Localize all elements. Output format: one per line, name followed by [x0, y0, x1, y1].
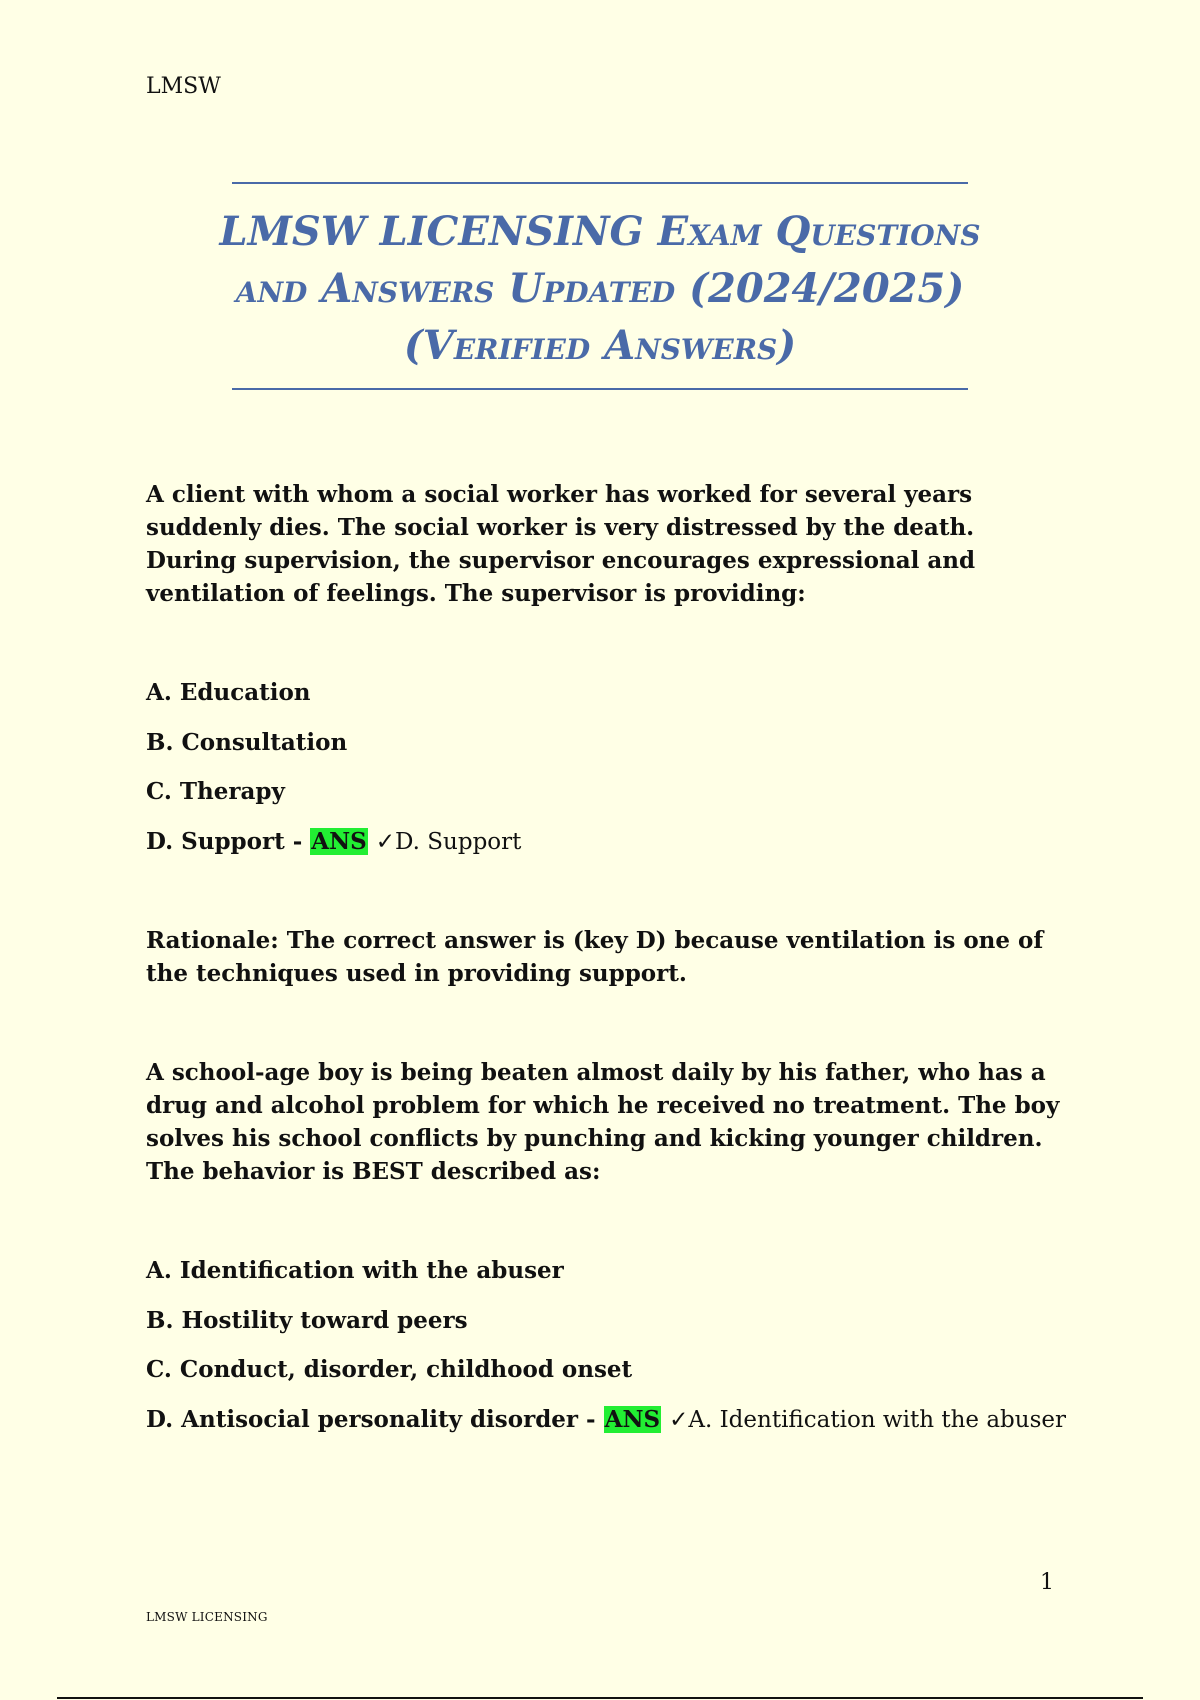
question-1-option-a: A. Education — [146, 679, 311, 706]
title-part: (2024/2025) — [689, 265, 965, 312]
question-2-text: A school-age boy is being beaten almost daily by his father, who has a drug and alcohol problem for which he received no treatment. The boy solves his school conflicts by punching and kicking younger children. The behavior is BEST described as: — [146, 1059, 1060, 1185]
document-title — [180, 203, 1020, 374]
title-part: Verified Answers — [422, 322, 778, 369]
option-d-label: D. Antisocial personality disorder - — [146, 1406, 604, 1433]
ans-highlight: ANS — [604, 1406, 661, 1433]
title-part: Exam Questions — [657, 208, 981, 255]
title-part: ) — [777, 322, 797, 369]
title-line-2 — [180, 260, 1020, 317]
title-bottom-rule — [232, 388, 968, 390]
title-part: and Answers Updated — [235, 265, 676, 312]
question-1-answer: ✓D. Support — [375, 829, 522, 855]
option-d-label: D. Support - — [146, 828, 311, 855]
ans-highlight: ANS — [311, 828, 367, 855]
question-1-text: A client with whom a social worker has worked for several years suddenly dies. The social worker is very distressed by the death. During supervision, the supervisor encourages expressional and ventilation of feelings. The supervisor is providing: — [146, 481, 976, 607]
title-line-3 — [180, 317, 1020, 374]
page-number: 1 — [1040, 1570, 1054, 1595]
page-footer: LMSW LICENSING — [146, 1610, 268, 1624]
question-2-answer: ✓A. Identification with the abuser — [669, 1407, 1066, 1433]
title-line-1 — [180, 203, 1020, 260]
question-1-option-b: B. Consultation — [146, 729, 348, 756]
title-top-rule — [232, 182, 968, 184]
footer-rule — [57, 1697, 1143, 1699]
title-part: LMSW LICENSING — [219, 208, 644, 255]
question-2-option-a: A. Identification with the abuser — [146, 1257, 564, 1284]
question-1-rationale: Rationale: The correct answer is (key D) because ventilation is one of the techniques used in providing support. — [146, 927, 1044, 987]
question-1-option-c: C. Therapy — [146, 778, 285, 805]
question-2-option-d — [146, 1405, 1066, 1435]
question-2-option-c: C. Conduct, disorder, childhood onset — [146, 1356, 633, 1383]
page-header: LMSW — [146, 74, 221, 99]
question-2-option-b: B. Hostility toward peers — [146, 1307, 468, 1334]
question-1-option-d — [146, 827, 521, 857]
title-part: ( — [403, 322, 423, 369]
